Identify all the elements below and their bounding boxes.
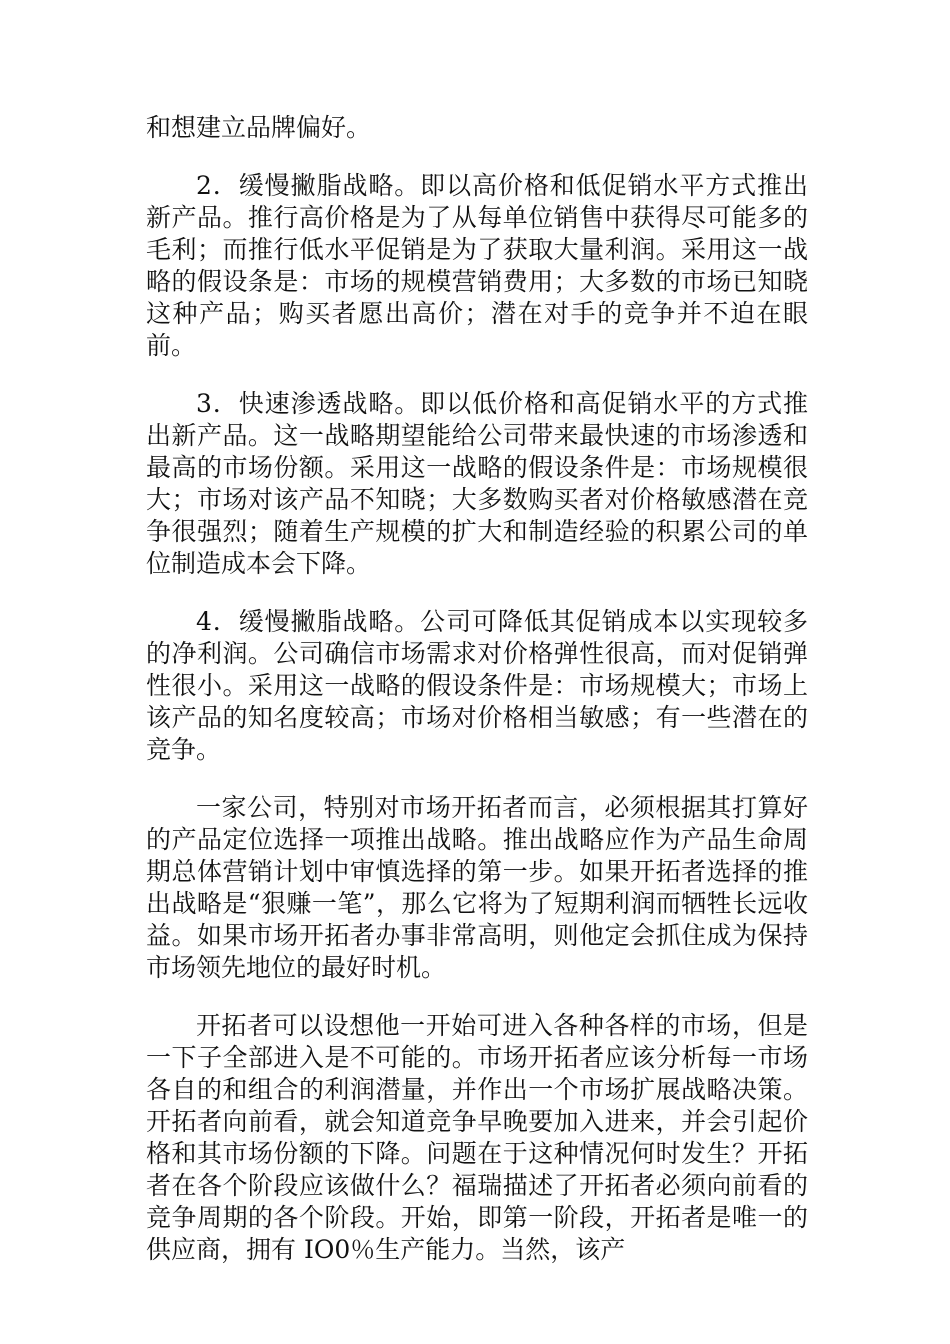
paragraph-launch-strategy: 一家公司，特别对市场开拓者而言，必须根据其打算好的产品定位选择一项推出战略。推出战略应作为产品生命周期总体营销计划中审慎选择的第一步。如果开拓者选择的推出战略是“狠赚一笔”，那么它将为了短期利润而牺牲长远收益。如果市场开拓者办事非常高明，则他定会抓住成为保持市场领先地位的最好时机。 bbox=[146, 793, 808, 982]
paragraph-continuation: 和想建立品牌偏好。 bbox=[146, 113, 372, 142]
paragraph-slow-skimming-strategy: 2．缓慢撇脂战略。即以高价格和低促销水平方式推出新产品。推行高价格是为了从每单位销售中获得尽可能多的毛利；而推行低水平促销是为了获取大量利润。采用这一战略的假设条是：市场的规模营销费用；大多数的市场已知晓这种产品；购买者愿出高价；潜在对手的竞争并不迫在眼前。 bbox=[146, 171, 808, 360]
paragraph-rapid-penetration-strategy: 3．快速渗透战略。即以低价格和高促销水平的方式推出新产品。这一战略期望能给公司带来最快速的市场渗透和最高的市场份额。采用这一战略的假设条件是：市场规模很大；市场对该产品不知晓；大多数购买者对价格敏感潜在竞争很强烈；随着生产规模的扩大和制造经验的积累公司的单位制造成本会下降。 bbox=[146, 389, 808, 578]
document-page bbox=[146, 112, 808, 1292]
paragraph-slow-skimming-strategy-4: 4．缓慢撇脂战略。公司可降低其促销成本以实现较多的净利润。公司确信市场需求对价格弹性很高，而对促销弹性很小。采用这一战略的假设条件是：市场规模大；市场上该产品的知名度较高；市场对价格相当敏感；有一些潜在的竞争。 bbox=[146, 607, 808, 764]
paragraph-pioneer-market-expansion: 开拓者可以设想他一开始可进入各种各样的市场，但是一下子全部进入是不可能的。市场开拓者应该分析每一市场各自的和组合的利润潜量，并作出一个市场扩展战略决策。开拓者向前看，就会知道竞争早晚要加入进来，并会引起价格和其市场份额的下降。问题在于这种情况何时发生？开拓者在各个阶段应该做什么？福瑞描述了开拓者必须向前看的竞争周期的各个阶段。开始，即第一阶段，开拓者是唯一的供应商，拥有 IO0％生产能力。当然，该产 bbox=[146, 1011, 808, 1264]
